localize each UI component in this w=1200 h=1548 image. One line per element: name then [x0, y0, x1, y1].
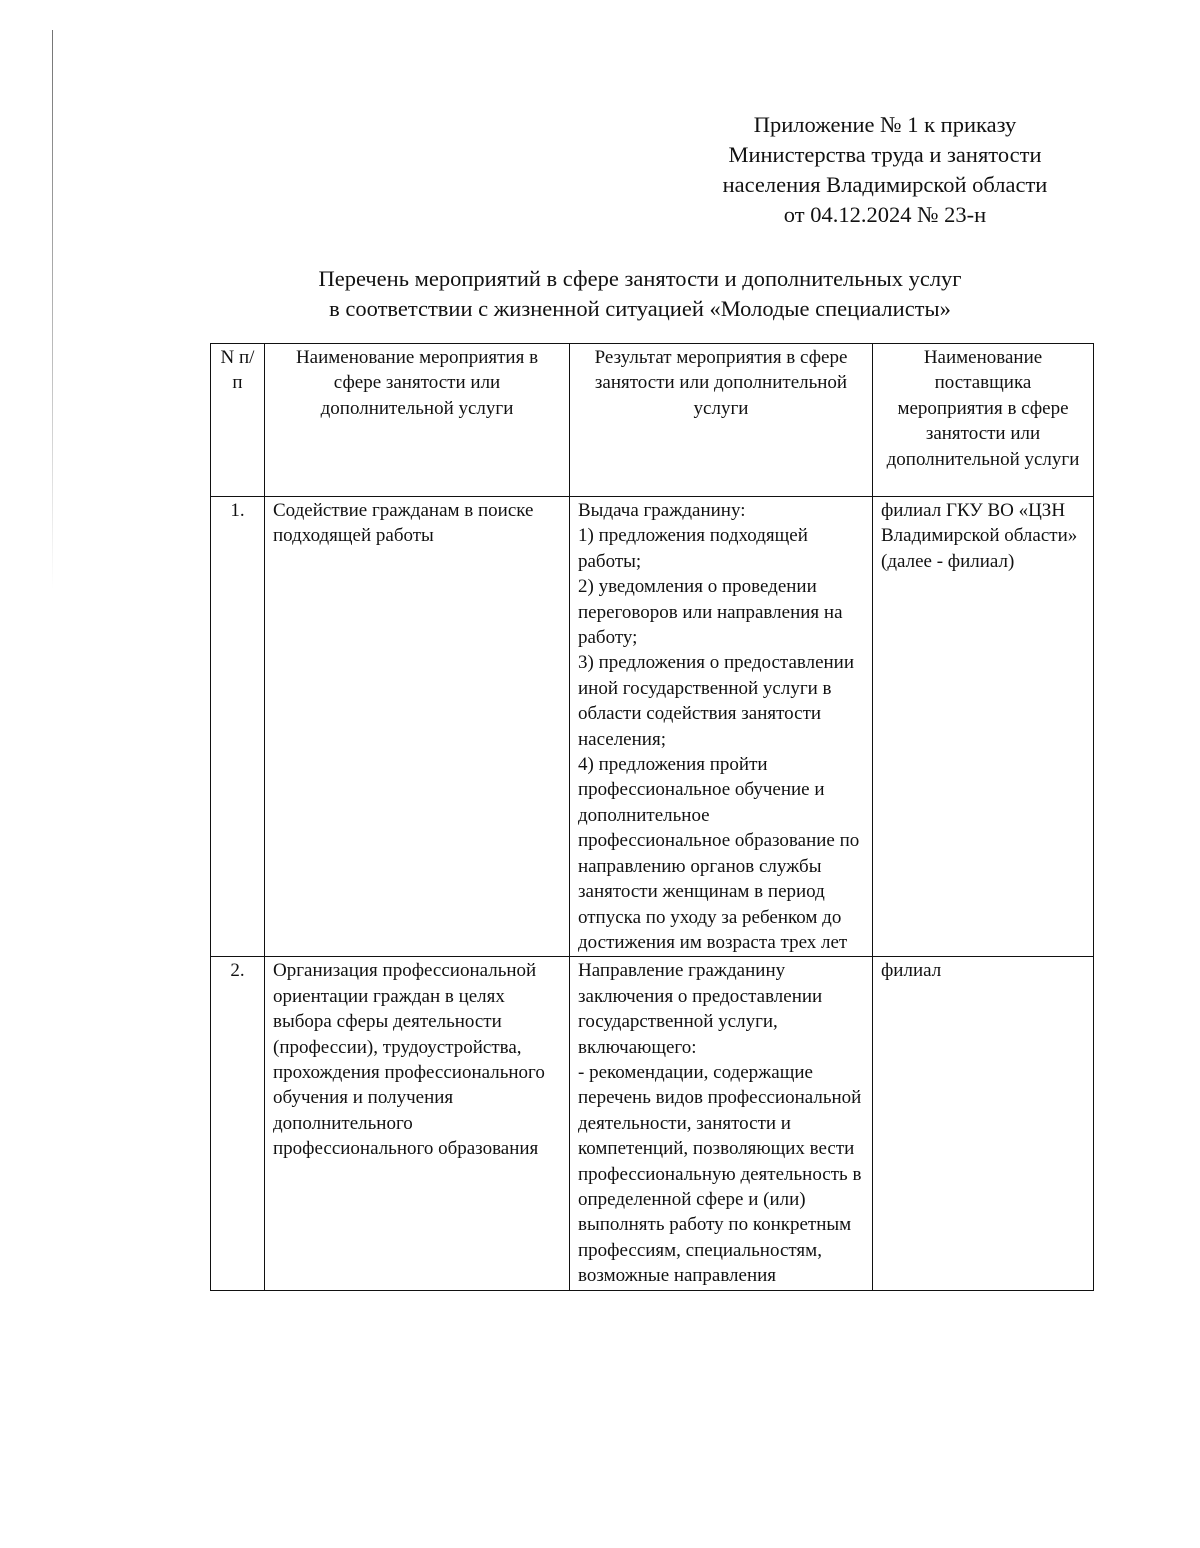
events-table	[210, 343, 1094, 1291]
header-event-result: Результат мероприятия в сфере занятости или дополнительной услуги	[570, 344, 873, 497]
appendix-line-2: Министерства труда и занятости	[728, 142, 1042, 167]
row-number: 1.	[211, 497, 265, 957]
scan-edge-line	[52, 30, 53, 590]
header-number: N п/п	[211, 344, 265, 497]
appendix-line-3: населения Владимирской области	[722, 172, 1048, 197]
row-event-name: Организация профессиональной ориентации граждан в целях выбора сферы деятельности (профессии), трудоустройства, прохождения профессионального обучения и получения дополнительного профессионального образования	[265, 957, 570, 1290]
table-row	[211, 497, 1094, 957]
row-event-result: Направление гражданину заключения о предоставлении государственной услуги, включающего: - рекомендации, содержащие перечень видов профессиональной деятельности, занятости и компетенций, позволяющих вести профессиональную деятельность в определенной сфере и (или) выполнять работу по конкретным профессиям, специальностям, возможные направления	[570, 957, 873, 1290]
appendix-header	[640, 110, 1130, 230]
title-line-2: в соответствии с жизненной ситуацией «Молодые специалисты»	[329, 296, 951, 321]
header-provider: Наименование поставщика мероприятия в сфере занятости или дополнительной услуги	[873, 344, 1094, 497]
table-row	[211, 957, 1094, 1290]
table-header-row	[211, 344, 1094, 497]
appendix-line-4: от 04.12.2024 № 23-н	[783, 202, 987, 227]
row-event-result: Выдача гражданину: 1) предложения подходящей работы; 2) уведомления о проведении переговоров или направления на работу; 3) предложения о предоставлении иной государственной услуги в области содействия занятости населения; 4) предложения пройти профессиональное обучение и дополнительное профессиональное образование по направлению органов службы занятости женщинам в период отпуска по уходу за ребенком до достижения им возраста трех лет	[570, 497, 873, 957]
row-event-name: Содействие гражданам в поиске подходящей работы	[265, 497, 570, 957]
row-provider: филиал ГКУ ВО «ЦЗН Владимирской области» (далее - филиал)	[873, 497, 1094, 957]
row-number: 2.	[211, 957, 265, 1290]
title-line-1: Перечень мероприятий в сфере занятости и дополнительных услуг	[318, 266, 962, 291]
appendix-line-1: Приложение № 1 к приказу	[753, 112, 1017, 137]
header-event-name: Наименование мероприятия в сфере занятости или дополнительной услуги	[265, 344, 570, 497]
row-provider: филиал	[873, 957, 1094, 1290]
document-title	[200, 264, 1080, 324]
